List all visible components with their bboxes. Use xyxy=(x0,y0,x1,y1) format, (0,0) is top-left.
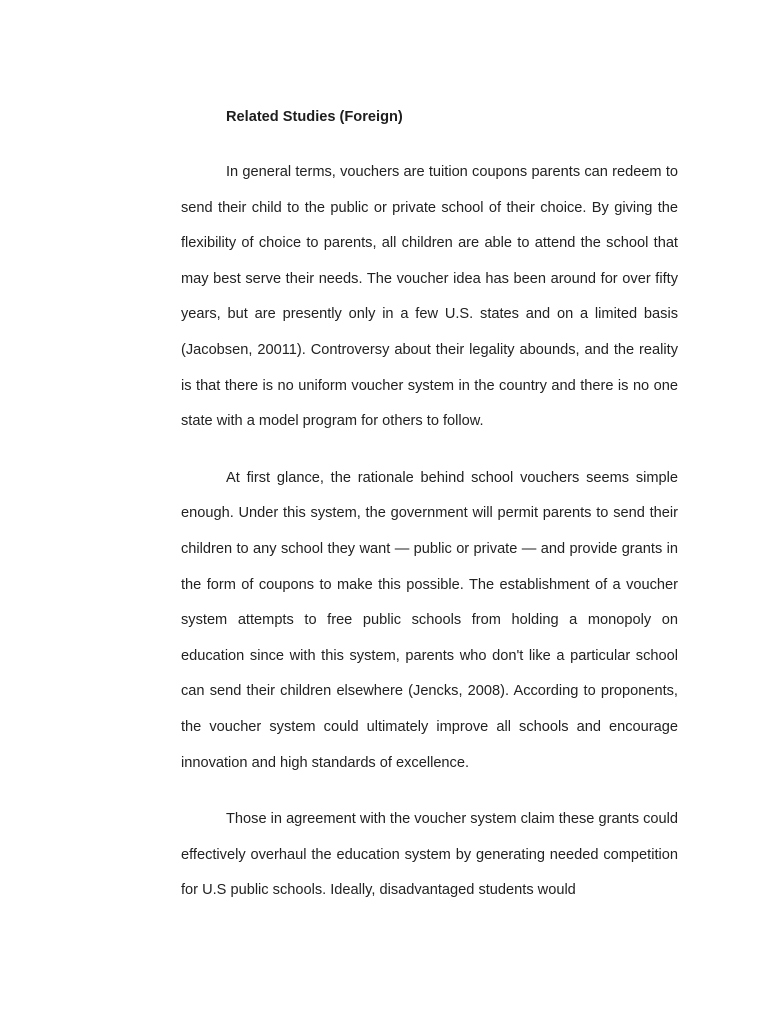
paragraph-vouchers-definition: In general terms, vouchers are tuition coupons parents can redeem to send their child to the public or private school of their choice. By giving the flexibility of choice to parents, all children are able to attend the school that may best serve their needs. The voucher idea has been around for over fifty years, but are presently only in a few U.S. states and on a limited basis (Jacobsen, 20011). Controversy about their legality abounds, and the reality is that there is no uniform voucher system in the country and there is no one state with a model program for others to follow. xyxy=(181,164,678,430)
paragraph-agreement: Those in agreement with the voucher system claim these grants could effectively overhaul the education system by generating needed competition for U.S public schools. Ideally, disadvantaged students would xyxy=(181,811,678,899)
section-heading: Related Studies (Foreign) xyxy=(226,109,403,125)
document-body xyxy=(181,100,678,909)
paragraph-rationale: At first glance, the rationale behind school vouchers seems simple enough. Under this system, the government will permit parents to send their children to any school they want — public or private — and provide grants in the form of coupons to make this possible. The establishment of a voucher system attempts to free public schools from holding a monopoly on education since with this system, parents who don't like a particular school can send their children elsewhere (Jencks, 2008). According to proponents, the voucher system could ultimately improve all schools and encourage innovation and high standards of excellence. xyxy=(181,469,678,771)
